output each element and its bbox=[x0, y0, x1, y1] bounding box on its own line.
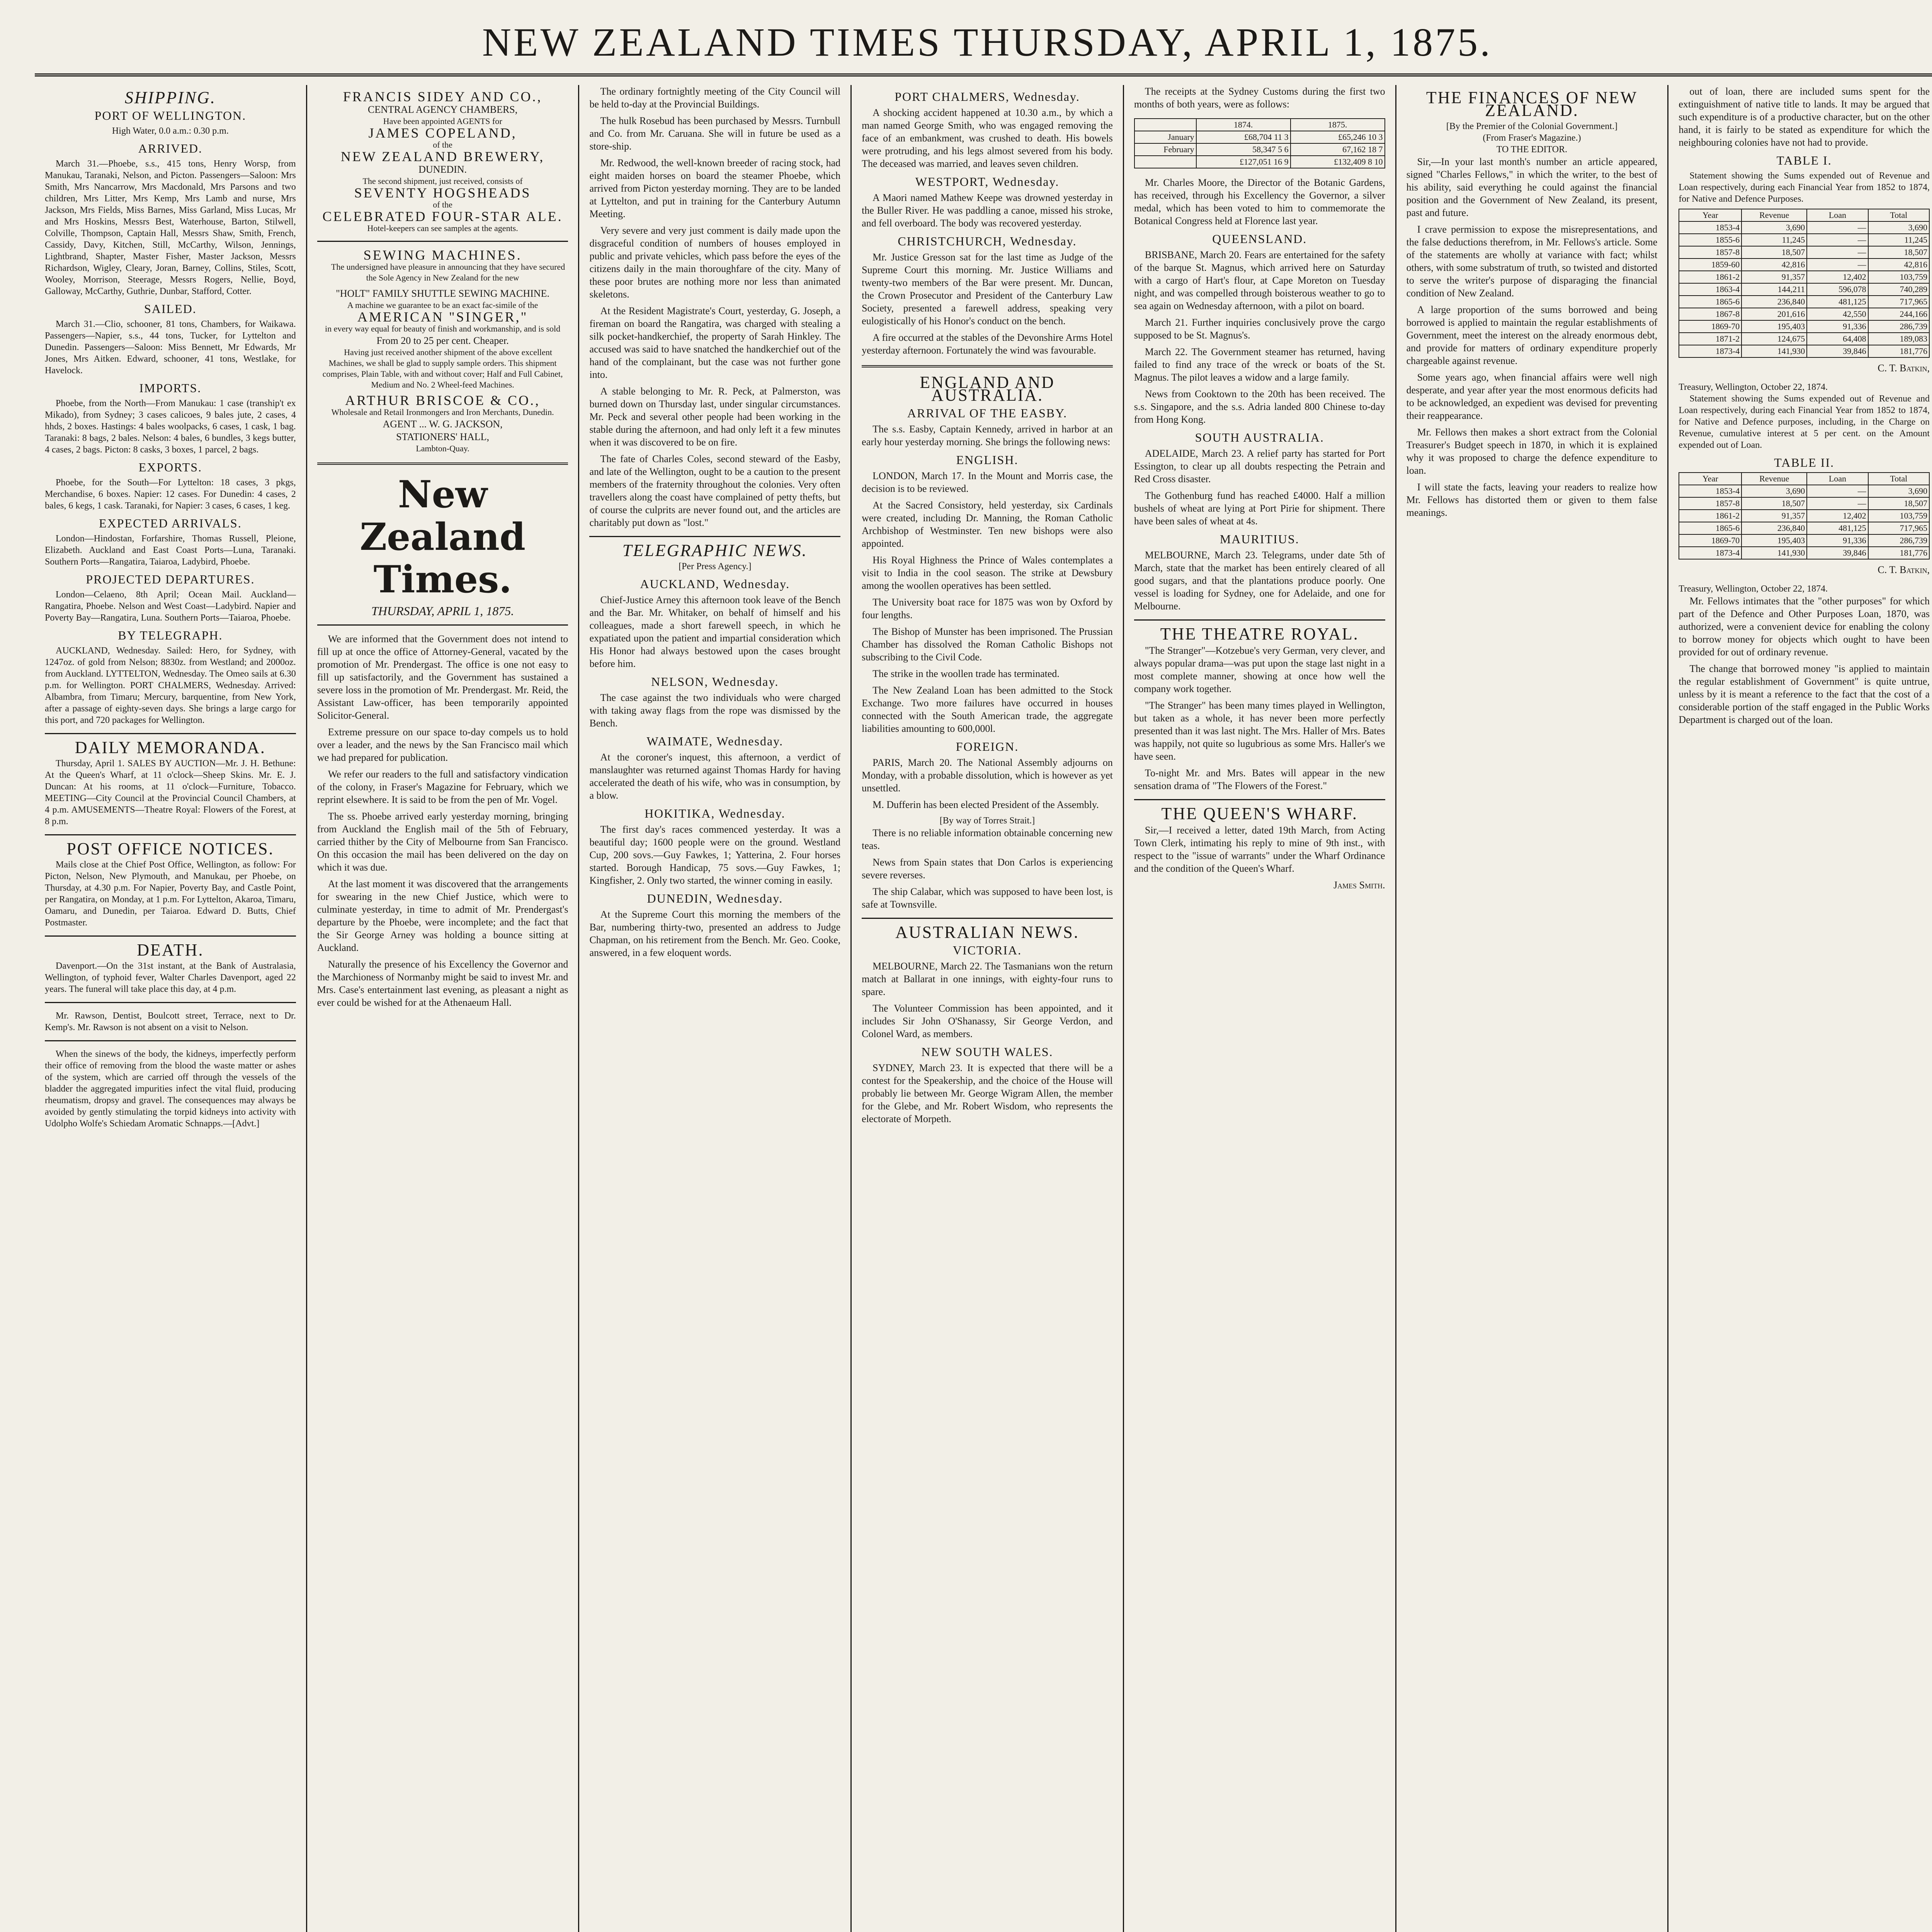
newspaper-title: New Zealand Times. bbox=[360, 473, 526, 601]
news-paragraph: I will state the facts, leaving your readers to realize how Mr. Fellows has distorted them or given to them false meanings. bbox=[1406, 481, 1658, 518]
table-cell: 18,507 bbox=[1742, 246, 1807, 259]
ad-line: of the bbox=[433, 140, 452, 150]
table-cell: 103,759 bbox=[1868, 271, 1929, 283]
news-paragraph: The hulk Rosebud has been purchased by Messrs. Turnbull and Co. from Mr. Caruana. She will in future be used as a store-ship. bbox=[589, 115, 841, 152]
table-cell: 1869-70 bbox=[1679, 320, 1742, 333]
table-cell: 11,245 bbox=[1742, 234, 1807, 246]
table-row bbox=[1679, 283, 1929, 296]
section-subheading: PROJECTED DEPARTURES. bbox=[86, 572, 255, 586]
divider bbox=[317, 241, 568, 242]
place-heading: HOKITIKA, Wednesday. bbox=[645, 806, 786, 820]
news-paragraph: Very severe and very just comment is daily made upon the disgraceful condition of numbers of houses employed in public and private vehicles, which pass before the eyes of the citizens daily in the main thoroughfare of the city. Many of these poor brutes are nothing more nor less than animated skeletons. bbox=[589, 225, 841, 300]
section-heading: DEATH. bbox=[137, 940, 204, 959]
table-caption: Statement showing the Sums expended out of Revenue and Loan respectively, during each Financial Year from 1852 to 1874, for Native and Defence Purposes. bbox=[1679, 171, 1930, 204]
leader-paragraph: The ss. Phoebe arrived early yesterday morning, bringing from Auckland the English mail of the 5th of February, carried thither by the City of Melbourne from San Francisco. On this occasion the mail has been delivered on the day on which it was due. bbox=[317, 811, 568, 873]
table-row bbox=[1679, 333, 1929, 345]
divider bbox=[45, 733, 296, 734]
divider bbox=[317, 624, 568, 626]
news-paragraph: LONDON, March 17. In the Mount and Morris case, the decision is to be reviewed. bbox=[862, 470, 1113, 494]
news-paragraph: The New Zealand Loan has been admitted to the Stock Exchange. Two more failures have occurred in houses connected with the South American trade, the aggregate liabilities amounting to 600,000l. bbox=[862, 685, 1113, 734]
advertisement-text: When the sinews of the body, the kidneys, imperfectly perform their office of removing from the blood the waste matter or ashes of the system, which are carried off through the vessels of the bladder the aggregated impurities infect the vital fluid, producing rheumatism, dropsy and gravel. The consequences may always be avoided by gently stimulating the torpid kidneys into activity with Udolpho Wolfe's Schiedam Aromatic Schnapps.—[Advt.] bbox=[45, 1049, 296, 1129]
table-cell: 91,357 bbox=[1742, 510, 1807, 522]
divider bbox=[45, 1002, 296, 1003]
news-paragraph: His Royal Highness the Prince of Wales contemplates a visit to India in the cool season. The strike at Dewsbury among the woollen operatives has been settled. bbox=[862, 554, 1113, 591]
news-paragraph: M. Dufferin has been elected President of the Assembly. bbox=[872, 799, 1099, 810]
leader-paragraph: We refer our readers to the full and satisfactory vindication of the colony, in Fraser's Magazine for February, which we reprint elsewhere. It is said to be from the pen of Mr. Vogel. bbox=[317, 769, 568, 805]
ad-line: NEW ZEALAND BREWERY, bbox=[340, 149, 545, 164]
table-cell: 42,816 bbox=[1868, 259, 1929, 271]
section-subheading: ENGLISH. bbox=[956, 453, 1019, 467]
leader-paragraph: Naturally the presence of his Excellency the Governor and the Marchioness of Normanby might be said to invest Mr. and Mrs. Case's entertainment last evening, as pleasant a night as ever could be wished for at the Athenaeum Hall. bbox=[317, 959, 568, 1008]
ad-line: The second shipment, just received, consists of bbox=[362, 176, 523, 186]
section-subheading: VICTORIA. bbox=[952, 943, 1022, 957]
table-cell: — bbox=[1807, 221, 1868, 234]
table-cell: 1859-60 bbox=[1679, 259, 1742, 271]
table-cell: 141,930 bbox=[1742, 547, 1807, 559]
table-cell: 1861-2 bbox=[1679, 271, 1742, 283]
news-paragraph: "The Stranger"—Kotzebue's very German, very clever, and always popular drama—was put upon the stage last night in a most complete manner, showing at once how well the company work together. bbox=[1134, 645, 1385, 694]
table-row bbox=[1679, 497, 1929, 510]
ad-line: From 20 to 25 per cent. Cheaper. bbox=[376, 335, 509, 346]
table-cell: 717,965 bbox=[1868, 522, 1929, 534]
table-cell: 12,402 bbox=[1807, 271, 1868, 283]
section-subheading: FOREIGN. bbox=[956, 740, 1019, 753]
table-cell: 1853-4 bbox=[1679, 221, 1742, 234]
dateline: THURSDAY, APRIL 1, 1875. bbox=[371, 604, 514, 618]
news-paragraph: Mr. Justice Gresson sat for the last time as Judge of the Supreme Court this morning. Mr. Justice Williams and twenty-two members of the Bar were present. Mr. Duncan, the Crown Prosecutor and President of the Canterbury Law Society, presented a farewell address, speaking very eulogistically of his Honor's conduct on the bench. bbox=[862, 252, 1113, 327]
table-header-cell: Year bbox=[1679, 473, 1742, 485]
table-cell: 1865-6 bbox=[1679, 296, 1742, 308]
table-cell: 740,289 bbox=[1868, 283, 1929, 296]
leader-paragraph: We are informed that the Government does not intend to fill up at once the office of Attorney-General, vacated by the promotion of Mr. Prendergast. The office is one not easy to fill up satisfactorily, and the Government has sustained a severe loss in the promotion of Mr. Prendergast. Mr. Reid, the Assistant Law-officer, has been temporarily appointed Solicitor-General. bbox=[317, 633, 568, 721]
column-1 bbox=[35, 85, 306, 1932]
place-heading: WAIMATE, Wednesday. bbox=[646, 734, 784, 748]
table-cell: 481,125 bbox=[1807, 522, 1868, 534]
column-7 bbox=[1667, 85, 1932, 1932]
column-3 bbox=[578, 85, 850, 1932]
ad-line: DUNEDIN. bbox=[418, 164, 467, 175]
news-paragraph: MELBOURNE, March 23. Telegrams, under date 5th of March, state that the market has been entirely cleared of all good sugars, and that the plantations produce poorly. One vessel is loading for Sydney, one for Adelaide, and one for Melbourne. bbox=[1134, 549, 1385, 612]
table-heading: TABLE I. bbox=[1776, 153, 1832, 167]
table-header-cell: Revenue bbox=[1742, 209, 1807, 221]
news-paragraph: A fire occurred at the stables of the Devonshire Arms Hotel yesterday afternoon. Fortunately the wind was favourable. bbox=[862, 332, 1113, 356]
news-paragraph: Sir,—In your last month's number an article appeared, signed "Charles Fellows," in which the writer, to the best of his ability, said everything he could against the financial position and the Government of New Zealand, its present, past and future. bbox=[1406, 156, 1658, 218]
table-header-cell: 1875. bbox=[1291, 119, 1385, 131]
section-heading: THE QUEEN'S WHARF. bbox=[1161, 804, 1358, 823]
table-cell: 1857-8 bbox=[1679, 246, 1742, 259]
imports-text: Phoebe, from the North—From Manukau: 1 case (tranship't ex Mikado), from Sydney; 3 cases calicoes, 9 bales jute, 2 cases, 4 hhds, 2 boxes. Hastings: 4 bales woolpacks, 6 cases, 1 cask, 1 bag. Taranaki: 8 bags, 2 bales. Nelson: 4 bales, 6 bundles, 3 kegs butter, 4 cases, 2 bags. Picton: 8 casks, 3 boxes, 1 parcel, 2 bags. bbox=[45, 398, 296, 455]
table-cell: 91,336 bbox=[1807, 320, 1868, 333]
news-paragraph: A shocking accident happened at 10.30 a.m., by which a man named George Smith, who was engaged removing the face of an embankment, was crushed to death. His bowels were protruding, and his legs almost severed from his body. The deceased was married, and leaves seven children. bbox=[862, 107, 1113, 169]
news-paragraph: Sir,—I received a letter, dated 19th March, from Acting Town Clerk, intimating his reply to mine of 9th inst., with respect to the "issue of warrants" under the Wharf Ordinance and the condition of the Queen's Wharf. bbox=[1134, 825, 1385, 874]
news-paragraph: There is no reliable information obtainable concerning new teas. bbox=[862, 827, 1113, 851]
divider bbox=[317, 463, 568, 465]
place-heading: WESTPORT, Wednesday. bbox=[915, 175, 1060, 189]
table-cell: 18,507 bbox=[1742, 497, 1807, 510]
section-subheading: PORT OF WELLINGTON. bbox=[94, 109, 247, 122]
news-paragraph: The first day's races commenced yesterday. It was a beautiful day; 1600 people were on the ground. Westland Cup, 200 sovs.—Guy Fawkes, 1; Yatterina, 2. Four horses started. Borough Handicap, 75 sovs.—Guy Fawkes, 1; Kingfisher, 2. Only two started, the winner coming in easily. bbox=[589, 824, 841, 886]
ad-line: JAMES COPELAND, bbox=[368, 125, 517, 141]
signature-note: Treasury, Wellington, October 22, 1874. bbox=[1679, 382, 1828, 392]
table-cell: 3,690 bbox=[1742, 485, 1807, 497]
news-paragraph: Mr. Charles Moore, the Director of the Botanic Gardens, has received, through his Excellency the Governor, a silver medal, which has been voted to him to commemorate the Botanical Congress held at Florence last year. bbox=[1134, 177, 1385, 226]
table-cell bbox=[1134, 156, 1196, 168]
table-cell: 1863-4 bbox=[1679, 283, 1742, 296]
table-cell: 236,840 bbox=[1742, 522, 1807, 534]
section-subheading: SAILED. bbox=[144, 302, 197, 316]
section-heading: AUSTRALIAN NEWS. bbox=[895, 923, 1079, 942]
divider bbox=[1134, 619, 1385, 621]
newspaper-columns bbox=[35, 85, 1932, 1932]
column-5 bbox=[1123, 85, 1395, 1932]
news-paragraph: The strike in the woollen trade has terminated. bbox=[872, 668, 1060, 679]
masthead: NEW ZEALAND TIMES THURSDAY, APRIL 1, 1875. bbox=[35, 15, 1932, 77]
table-header-cell: 1874. bbox=[1196, 119, 1291, 131]
table-cell: — bbox=[1807, 259, 1868, 271]
table-cell: — bbox=[1807, 246, 1868, 259]
expected-text: London—Hindostan, Forfarshire, Thomas Russell, Pleione, Elizabeth. Auckland and East Coast Ports—Luna, Taranaki. Southern Ports—Rangatira, Taiaroa, Ladybird, Phoebe. bbox=[45, 534, 296, 567]
expenditure-table-1 bbox=[1679, 209, 1930, 358]
news-paragraph: At the Sacred Consistory, held yesterday, six Cardinals were created, including Dr. Manning, the Roman Catholic Archbishop of Westminster. Ten new bishops were also appointed. bbox=[862, 500, 1113, 549]
news-paragraph: The Volunteer Commission has been appointed, and it includes Sir John O'Shanassy, Sir George Verdon, and Colonel Ward, as members. bbox=[862, 1003, 1113, 1039]
signature: James Smith. bbox=[1333, 879, 1385, 891]
ad-text: The undersigned have pleasure in announcing that they have secured the Sole Agency in New Zealand for the new bbox=[331, 262, 565, 282]
table-header-row bbox=[1679, 209, 1929, 221]
table-cell: 1873-4 bbox=[1679, 345, 1742, 357]
table-cell: — bbox=[1807, 485, 1868, 497]
section-note: [By way of Torres Strait.] bbox=[939, 816, 1035, 826]
table-row bbox=[1679, 221, 1929, 234]
divider bbox=[45, 1040, 296, 1041]
news-paragraph: out of loan, there are included sums spent for the extinguishment of native title to lands. It may be argued that such expenditure is of a productive character, but on the other hand, it is fairly to be stated as expenditure for which the neighbouring colonies have not had to provide. bbox=[1679, 86, 1930, 148]
news-paragraph: The fate of Charles Coles, second steward of the Easby, and late of the Wellington, ought to be a caution to the present members of the fraternity throughout the colonies. Very often travellers along the coast have complained of petty thefts, but of course the culprits are never found out, and the articles are charitably put down as "lost." bbox=[589, 453, 841, 528]
ad-firm-name: SEWING MACHINES. bbox=[363, 247, 522, 263]
table-cell: 1857-8 bbox=[1679, 497, 1742, 510]
table-row bbox=[1679, 259, 1929, 271]
table-cell: 1855-6 bbox=[1679, 234, 1742, 246]
section-subheading: EXPORTS. bbox=[138, 460, 202, 474]
section-heading: THE THEATRE ROYAL. bbox=[1160, 624, 1359, 643]
section-subheading: ARRIVED. bbox=[138, 141, 202, 155]
table-row bbox=[1679, 485, 1929, 497]
ad-line: Wholesale and Retail Ironmongers and Iron Merchants, Dunedin. bbox=[331, 407, 554, 417]
table-cell: 1867-8 bbox=[1679, 308, 1742, 320]
table-cell: 42,816 bbox=[1742, 259, 1807, 271]
section-subheading: TO THE EDITOR. bbox=[1496, 145, 1568, 155]
table-cell: 58,347 5 6 bbox=[1196, 143, 1291, 156]
news-paragraph: The Gothenburg fund has reached £4000. Half a million bushels of wheat are lying at Port Pirie for shipment. There have been sales of wheat at 4s. bbox=[1134, 490, 1385, 527]
divider bbox=[45, 834, 296, 835]
table-cell: 236,840 bbox=[1742, 296, 1807, 308]
table-cell: 1871-2 bbox=[1679, 333, 1742, 345]
ad-line: AGENT ... W. G. JACKSON, bbox=[383, 418, 503, 430]
table-cell: 3,690 bbox=[1868, 221, 1929, 234]
news-paragraph: The receipts at the Sydney Customs during the first two months of both years, were as follows: bbox=[1134, 86, 1385, 110]
ad-line: STATIONERS' HALL, bbox=[396, 431, 490, 442]
place-heading: CHRISTCHURCH, Wednesday. bbox=[898, 234, 1077, 248]
death-text: Davenport.—On the 31st instant, at the Bank of Australasia, Wellington, of typhoid fever, Walter Charles Davenport, aged 22 years. The funeral will take place this day, at 4 p.m. bbox=[45, 961, 296, 994]
news-paragraph: Mr. Redwood, the well-known breeder of racing stock, had eight maiden horses on board the steamer Phoebe, which arrived from Picton yesterday morning. They are to be landed at Lyttelton, and put in training for the Canterbury Autumn Meeting. bbox=[589, 157, 841, 219]
news-paragraph: ADELAIDE, March 23. A relief party has started for Port Essington, to clear up all doubts respecting the Petrain and Red Cross disaster. bbox=[1134, 448, 1385, 485]
column-4 bbox=[850, 85, 1123, 1932]
section-subheading: [Per Press Agency.] bbox=[679, 561, 752, 571]
section-heading: DAILY MEMORANDA. bbox=[75, 738, 266, 757]
news-paragraph: Mr. Fellows intimates that the "other purposes" for which part of the Defence and Other Purposes Loan, 1870, was authorized, were a convenient device for enabling the colony to borrow money for objects which ought to have been provided for out of ordinary revenue. bbox=[1679, 595, 1930, 658]
table-cell: 12,402 bbox=[1807, 510, 1868, 522]
news-paragraph: At the coroner's inquest, this afternoon, a verdict of manslaughter was returned against Thomas Hardy for having accelerated the death of his wife, who was in consumption, by a blow. bbox=[589, 752, 841, 801]
table-cell: 91,357 bbox=[1742, 271, 1807, 283]
divider bbox=[589, 536, 840, 537]
post-text: Mails close at the Chief Post Office, Wellington, as follow: For Picton, Nelson, New Plymouth, and Manukau, per Phoebe, on Thursday, at 4.30 p.m. For Napier, Poverty Bay, and Castle Point, per Rangatira, on Monday, at 1 p.m. For Lyttelton, Akaroa, Timaru, Oamaru, and Dunedin, per Taiaroa. Edward D. Butts, Chief Postmaster. bbox=[45, 860, 296, 928]
news-paragraph: PARIS, March 20. The National Assembly adjourns on Monday, with a probable dissolution, which is however as yet unsettled. bbox=[862, 757, 1113, 794]
divider bbox=[1134, 799, 1385, 800]
dentist-ad: Mr. Rawson, Dentist, Boulcott street, Terrace, next to Dr. Kemp's. Mr. Rawson is not absent on a visit to Nelson. bbox=[45, 1011, 296, 1032]
ad-line: SEVENTY HOGSHEADS bbox=[354, 185, 531, 201]
table-row bbox=[1134, 143, 1385, 156]
section-subheading: EXPECTED ARRIVALS. bbox=[99, 516, 242, 530]
signature: C. T. Batkin, bbox=[1878, 564, 1930, 575]
table-row bbox=[1134, 156, 1385, 168]
section-heading: POST OFFICE NOTICES. bbox=[66, 839, 274, 858]
table-cell: 124,675 bbox=[1742, 333, 1807, 345]
table-cell: 18,507 bbox=[1868, 246, 1929, 259]
column-6 bbox=[1395, 85, 1668, 1932]
table-cell: 286,739 bbox=[1868, 534, 1929, 547]
leader-paragraph: At the last moment it was discovered that the arrangements for swearing in the new Chief Justice, which were to culminate yesterday, in time to admit of Mr. Prendergast's departure by the Phoebe, were incomplete; and the fact that the Sir George Arney was holding a bounce sitting at Auckland. bbox=[317, 878, 568, 953]
table-header-cell bbox=[1134, 119, 1196, 131]
table-row bbox=[1679, 296, 1929, 308]
place-heading: NELSON, Wednesday. bbox=[651, 675, 779, 689]
table-cell: 39,846 bbox=[1807, 547, 1868, 559]
section-subheading: (From Fraser's Magazine.) bbox=[1483, 133, 1581, 143]
news-paragraph: The case against the two individuals who were charged with taking away flags from the rope was dismissed by the Bench. bbox=[589, 692, 841, 729]
ad-line: "HOLT" FAMILY SHUTTLE SEWING MACHINE. bbox=[336, 288, 549, 299]
ad-line: CENTRAL AGENCY CHAMBERS, bbox=[367, 104, 518, 115]
exports-text: Phoebe, for the South—For Lyttelton: 18 cases, 3 pkgs, Merchandise, 6 boxes. Napier: 12 cases. For Dunedin: 4 cases, 2 bales, 6 kegs, 1 cask. Taranaki, for Napier: 3 cases, 6 cases, 1 keg. bbox=[45, 478, 296, 511]
table-caption: Statement showing the Sums expended out of Revenue and Loan respectively, during each Financial Year from 1852 to 1874, for Native and Defence purposes, including, in the Charge on Revenue, cumulative interest at 5 per cent. on the Amount expended out of Loan. bbox=[1679, 394, 1930, 450]
table-header-cell: Revenue bbox=[1742, 473, 1807, 485]
news-paragraph: At the Resident Magistrate's Court, yesterday, G. Joseph, a fireman on board the Rangatira, was charged with stealing a silk pocket-handkerchief, the property of Sarah Hinkley. The accused was said to have snatched the handkerchief out of the hand of the complainant, but the case was not further gone into. bbox=[589, 305, 841, 380]
divider bbox=[862, 918, 1113, 919]
news-paragraph: News from Spain states that Don Carlos is experiencing severe reverses. bbox=[862, 857, 1113, 881]
news-paragraph: March 22. The Government steamer has returned, having failed to find any trace of the wreck or boats of the St. Magnus. The pilot leaves a widow and a large family. bbox=[1134, 346, 1385, 383]
table-cell: 181,776 bbox=[1868, 547, 1929, 559]
leader-paragraph: Extreme pressure on our space to-day compels us to hold over a leader, and the news by the San Francisco mail which we had prepared for publication. bbox=[317, 726, 568, 763]
table-row bbox=[1679, 547, 1929, 559]
section-heading: ENGLAND AND AUSTRALIA. bbox=[920, 373, 1055, 405]
news-paragraph: The ordinary fortnightly meeting of the City Council will be held to-day at the Provincial Buildings. bbox=[589, 86, 841, 110]
signature: C. T. Batkin, bbox=[1878, 362, 1930, 374]
table-row bbox=[1679, 534, 1929, 547]
table-cell: 91,336 bbox=[1807, 534, 1868, 547]
news-paragraph: The Bishop of Munster has been imprisoned. The Prussian Chamber has dissolved the Roman Catholic Bishops not subscribing to the Civil Code. bbox=[862, 626, 1113, 663]
table-cell: 39,846 bbox=[1807, 345, 1868, 357]
table-cell: 42,550 bbox=[1807, 308, 1868, 320]
place-heading: DUNEDIN, Wednesday. bbox=[647, 891, 783, 905]
place-heading: PORT CHALMERS, Wednesday. bbox=[895, 90, 1080, 104]
table-row bbox=[1679, 246, 1929, 259]
news-paragraph: The University boat race for 1875 was won by Oxford by four lengths. bbox=[862, 597, 1113, 621]
sailed-text: March 31.—Clio, schooner, 81 tons, Chambers, for Waikawa. Passengers—Napier, s.s., 44 tons, Tucker, for Lyttelton and Dunedin. Passengers—Saloon: Miss Bennett, Mr Edwards, Mr Jones, Mrs Aitken. Edward, schooner, 41 tons, Westlake, for Havelock. bbox=[45, 319, 296, 376]
table-cell: 1873-4 bbox=[1679, 547, 1742, 559]
table-cell: — bbox=[1807, 497, 1868, 510]
table-cell: January bbox=[1134, 131, 1196, 143]
customs-table bbox=[1134, 118, 1385, 168]
table-cell: 195,403 bbox=[1742, 320, 1807, 333]
table-cell: 1869-70 bbox=[1679, 534, 1742, 547]
table-cell: 3,690 bbox=[1742, 221, 1807, 234]
table-row bbox=[1679, 271, 1929, 283]
ad-line: of the bbox=[433, 200, 452, 209]
table-row bbox=[1679, 510, 1929, 522]
ad-firm-name: ARTHUR BRISCOE & CO., bbox=[345, 393, 541, 408]
news-paragraph: A stable belonging to Mr. R. Peck, at Palmerston, was burned down on Thursday last, under singular circumstances. Mr. Peck and several other people had been working in the stable during the afternoon, and had only left it a few minutes when it was discovered to be on fire. bbox=[589, 386, 841, 448]
table-cell: 201,616 bbox=[1742, 308, 1807, 320]
news-paragraph: The ship Calabar, which was supposed to have been lost, is safe at Townsville. bbox=[862, 886, 1113, 910]
ad-line: AMERICAN "SINGER," bbox=[357, 309, 528, 325]
table-row bbox=[1679, 345, 1929, 357]
table-cell: 596,078 bbox=[1807, 283, 1868, 296]
table-cell: February bbox=[1134, 143, 1196, 156]
section-heading: SHIPPING. bbox=[124, 88, 216, 107]
divider bbox=[45, 935, 296, 937]
table-row bbox=[1679, 308, 1929, 320]
table-cell: 18,507 bbox=[1868, 497, 1929, 510]
ad-line: A machine we guarantee to be an exact fac-simile of the bbox=[347, 300, 538, 310]
table-cell: 717,965 bbox=[1868, 296, 1929, 308]
table-cell: 3,690 bbox=[1868, 485, 1929, 497]
news-paragraph: March 21. Further inquiries conclusively prove the cargo supposed to be St. Magnus's. bbox=[1134, 317, 1385, 341]
table-cell: 103,759 bbox=[1868, 510, 1929, 522]
news-paragraph: A large proportion of the sums borrowed and being borrowed is applied to maintain the regular establishments of Government, meet the interest on the already enormous debt, and provide for matters of ordinary expenditure properly chargeable against revenue. bbox=[1406, 304, 1658, 366]
sewing-machine-advertisement bbox=[317, 249, 568, 454]
table-cell: 11,245 bbox=[1868, 234, 1929, 246]
ad-line: in every way equal for beauty of finish and workmanship, and is sold bbox=[325, 324, 561, 333]
table-cell: 144,211 bbox=[1742, 283, 1807, 296]
section-subheading: BY TELEGRAPH. bbox=[118, 628, 223, 642]
news-paragraph: MELBOURNE, March 22. The Tasmanians won the return match at Ballarat in one innings, with eighty-four runs to spare. bbox=[862, 961, 1113, 997]
ad-line: CELEBRATED FOUR-STAR ALE. bbox=[322, 209, 563, 224]
ad-line: Lambton-Quay. bbox=[416, 444, 469, 453]
section-subheading: MAURITIUS. bbox=[1219, 532, 1299, 546]
table-cell: 1861-2 bbox=[1679, 510, 1742, 522]
place-heading: AUCKLAND, Wednesday. bbox=[640, 577, 790, 591]
table-row bbox=[1679, 320, 1929, 333]
section-subheading: [By the Premier of the Colonial Government.] bbox=[1446, 121, 1618, 131]
news-paragraph: Chief-Justice Arney this afternoon took leave of the Bench and the Bar. Mr. Whitaker, on behalf of himself and his colleagues, made a short farewell speech, in which he expatiated upon the patient and impartial consideration which His Honor had always bestowed upon the cases brought before him. bbox=[589, 594, 841, 669]
table-cell: £65,246 10 3 bbox=[1291, 131, 1385, 143]
table-cell: 481,125 bbox=[1807, 296, 1868, 308]
table-cell: 67,162 18 7 bbox=[1291, 143, 1385, 156]
table-cell: 1853-4 bbox=[1679, 485, 1742, 497]
table-row bbox=[1679, 522, 1929, 534]
table-cell: 64,408 bbox=[1807, 333, 1868, 345]
table-header-cell: Loan bbox=[1807, 209, 1868, 221]
news-paragraph: Mr. Fellows then makes a short extract from the Colonial Treasurer's Budget speech in 1870, in which it is explained why it was proposed to charge the defence expenditure to loan. bbox=[1406, 427, 1658, 476]
section-subheading: IMPORTS. bbox=[139, 381, 202, 395]
table-header-row bbox=[1679, 473, 1929, 485]
table-cell: — bbox=[1807, 234, 1868, 246]
news-paragraph: At the Supreme Court this morning the members of the Bar, numbering thirty-two, presented an address to Judge Chapman, on his retirement from the Bench. Mr. Geo. Cooke, answered, in a few eloquent words. bbox=[589, 909, 841, 958]
news-paragraph: To-night Mr. and Mrs. Bates will appear in the new sensation drama of "The Flowers of the Forest." bbox=[1134, 767, 1385, 791]
news-paragraph: The s.s. Easby, Captain Kennedy, arrived in harbor at an early hour yesterday morning. She brings the following news: bbox=[862, 423, 1113, 447]
section-subheading: QUEENSLAND. bbox=[1212, 232, 1307, 246]
arrived-text: March 31.—Phoebe, s.s., 415 tons, Henry Worsp, from Manukau, Taranaki, Nelson, and Picton. Passengers—Saloon: Mrs Smith, Mrs Nancarrow, Mrs Macdonald, Mrs Parsons and two children, Mrs Litter, Mrs Kemp, Mrs Lamb and nurse, Mrs Jackson, Mrs Fields, Miss Barnes, Miss Garland, Miss Lucas, Mr and Mrs Hoskins, Messrs Best, Waterhouse, Barton, Stilwell, Colville, Thompson, Captain Hall, Messrs Shaw, Smith, French, Cassidy, Davy, Kitchen, Still, McCarthy, Wilson, Jennings, Lightbrand, Shapter, Master Fisher, Master Jackson, Messrs Richardson, Wigley, Cleary, Joran, Barney, Collins, Stiles, Scott, Wooley, Morrison, Steerage, Messrs Rogers, Nellie, Boyd, Galloway, McCarthy, Guthrie, Dunbar, Stafford, Cotter. bbox=[45, 159, 296, 296]
table-cell: 286,739 bbox=[1868, 320, 1929, 333]
table-header-cell: Year bbox=[1679, 209, 1742, 221]
memoranda-text: Thursday, April 1. SALES BY AUCTION—Mr. J. H. Bethune: At the Queen's Wharf, at 11 o'clock—Sheep Skins. Mr. E. J. Duncan: At his rooms, at 11 o'clock—Furniture, Tobacco. MEETING—City Council at the Provincial Council Chambers, at 4 p.m. AMUSEMENTS—Theatre Royal: Flowers of the Forest, at 8 p.m. bbox=[45, 759, 296, 827]
signature-note: Treasury, Wellington, October 22, 1874. bbox=[1679, 584, 1828, 594]
section-heading: THE FINANCES OF NEW ZEALAND. bbox=[1426, 88, 1638, 120]
ad-line: Have been appointed AGENTS for bbox=[383, 116, 502, 126]
news-paragraph: BRISBANE, March 20. Fears are entertained for the safety of the barque St. Magnus, which arrived here on Saturday with a cargo of Hart's flour, at Cape Moreton on Tuesday night, and was compelled through boisterous weather to go to sea again on Wednesday afternoon, with a pilot on board. bbox=[1134, 249, 1385, 311]
news-paragraph: "The Stranger" has been many times played in Wellington, but taken as a whole, it has never been more perfectly presented than it was last night. The Mrs. Haller of Mrs. Bates was happily, not quite so lugubrious as some Mrs. Haller's we have seen. bbox=[1134, 700, 1385, 762]
ad-line: Hotel-keepers can see samples at the agents. bbox=[367, 223, 518, 233]
table-cell: 189,083 bbox=[1868, 333, 1929, 345]
table-cell: 1865-6 bbox=[1679, 522, 1742, 534]
section-subheading: NEW SOUTH WALES. bbox=[921, 1045, 1053, 1059]
table-cell: £132,409 8 10 bbox=[1291, 156, 1385, 168]
high-water: High Water, 0.0 a.m.: 0.30 p.m. bbox=[112, 126, 229, 136]
news-paragraph: A Maori named Mathew Keepe was drowned yesterday in the Buller River. He was paddling a canoe, missed his stroke, and fell overboard. The body was recovered yesterday. bbox=[862, 192, 1113, 229]
section-subheading: ARRIVAL OF THE EASBY. bbox=[907, 406, 1068, 420]
table-cell: £68,704 11 3 bbox=[1196, 131, 1291, 143]
sydney-customs-table bbox=[1134, 118, 1385, 168]
table-row bbox=[1134, 131, 1385, 143]
table-cell: 244,166 bbox=[1868, 308, 1929, 320]
projected-text: London—Celaeno, 8th April; Ocean Mail. Auckland—Rangatira, Phoebe. Nelson and West Coast—Ladybird. Napier and Poverty Bay—Rangatira, Luna. Southern Ports—Taiaroa, Phoebe. bbox=[45, 590, 296, 623]
brewery-advertisement bbox=[317, 90, 568, 234]
table-cell: 181,776 bbox=[1868, 345, 1929, 357]
table-cell: £127,051 16 9 bbox=[1196, 156, 1291, 168]
telegraph-text: AUCKLAND, Wednesday. Sailed: Hero, for Sydney, with 1247oz. of gold from Nelson; 8830z. from Westland; and 2000oz. from Auckland. LYTTELTON, Wednesday. The Omeo sails at 6.30 p.m. for Wellington. PORT CHALMERS, Wednesday. Arrived: Albambra, from Timaru; Mercury, barquentine, from New York, after a passage of eighty-seven days. She brings a large cargo for this port, and 720 packages for Wellington. bbox=[45, 646, 296, 725]
divider bbox=[862, 365, 1113, 367]
table-cell: 141,930 bbox=[1742, 345, 1807, 357]
news-paragraph: News from Cooktown to the 20th has been received. The s.s. Singapore, and the s.s. Adria landed 800 Chinese to-day from Hong Kong. bbox=[1134, 388, 1385, 425]
ad-text: Having just received another shipment of the above excellent Machines, we shall be glad to supply sample orders. This shipment comprises, Plain Table, with and without cover; Half and Full Cabinet, Medium and No. 2 Wheel-feed Machines. bbox=[322, 347, 563, 389]
table-header-cell: Loan bbox=[1807, 473, 1868, 485]
expenditure-table-2 bbox=[1679, 472, 1930, 560]
news-paragraph: SYDNEY, March 23. It is expected that there will be a contest for the Speakership, and the choice of the House will probably lie between Mr. George Wigram Allen, the member for the Glebe, and Mr. Robert Wisdom, who represents the electorate of Morpeth. bbox=[862, 1062, 1113, 1124]
table-row bbox=[1679, 234, 1929, 246]
table-header-cell: Total bbox=[1868, 473, 1929, 485]
table-header-row bbox=[1134, 119, 1385, 131]
column-2 bbox=[306, 85, 578, 1932]
table-cell: 195,403 bbox=[1742, 534, 1807, 547]
ad-firm-name: FRANCIS SIDEY AND CO., bbox=[343, 89, 543, 104]
section-heading: TELEGRAPHIC NEWS. bbox=[622, 541, 808, 560]
section-subheading: SOUTH AUSTRALIA. bbox=[1195, 430, 1324, 444]
news-paragraph: The change that borrowed money "is applied to maintain the regular establishment of Government" is quite untrue, unless by it is meant a reference to the fact that the cost of a considerable portion of the staff engaged in the Public Works Department is charged out of the loan. bbox=[1679, 663, 1930, 725]
table-heading: TABLE II. bbox=[1774, 456, 1835, 469]
table-header-cell: Total bbox=[1868, 209, 1929, 221]
news-paragraph: I crave permission to expose the misrepresentations, and the false deductions therefrom, in Mr. Fellows's article. Some of the statements are wholly at variance with fact; whilst others, with some substratum of truth, so twisted and distorted to serve the writer's purpose of disparaging the financial condition of New Zealand. bbox=[1406, 224, 1658, 299]
news-paragraph: Some years ago, when financial affairs were well nigh desperate, and year after year the most enormous deficits had to be acknowledged, an expedient was devised for preventing their reappearance. bbox=[1406, 372, 1658, 421]
